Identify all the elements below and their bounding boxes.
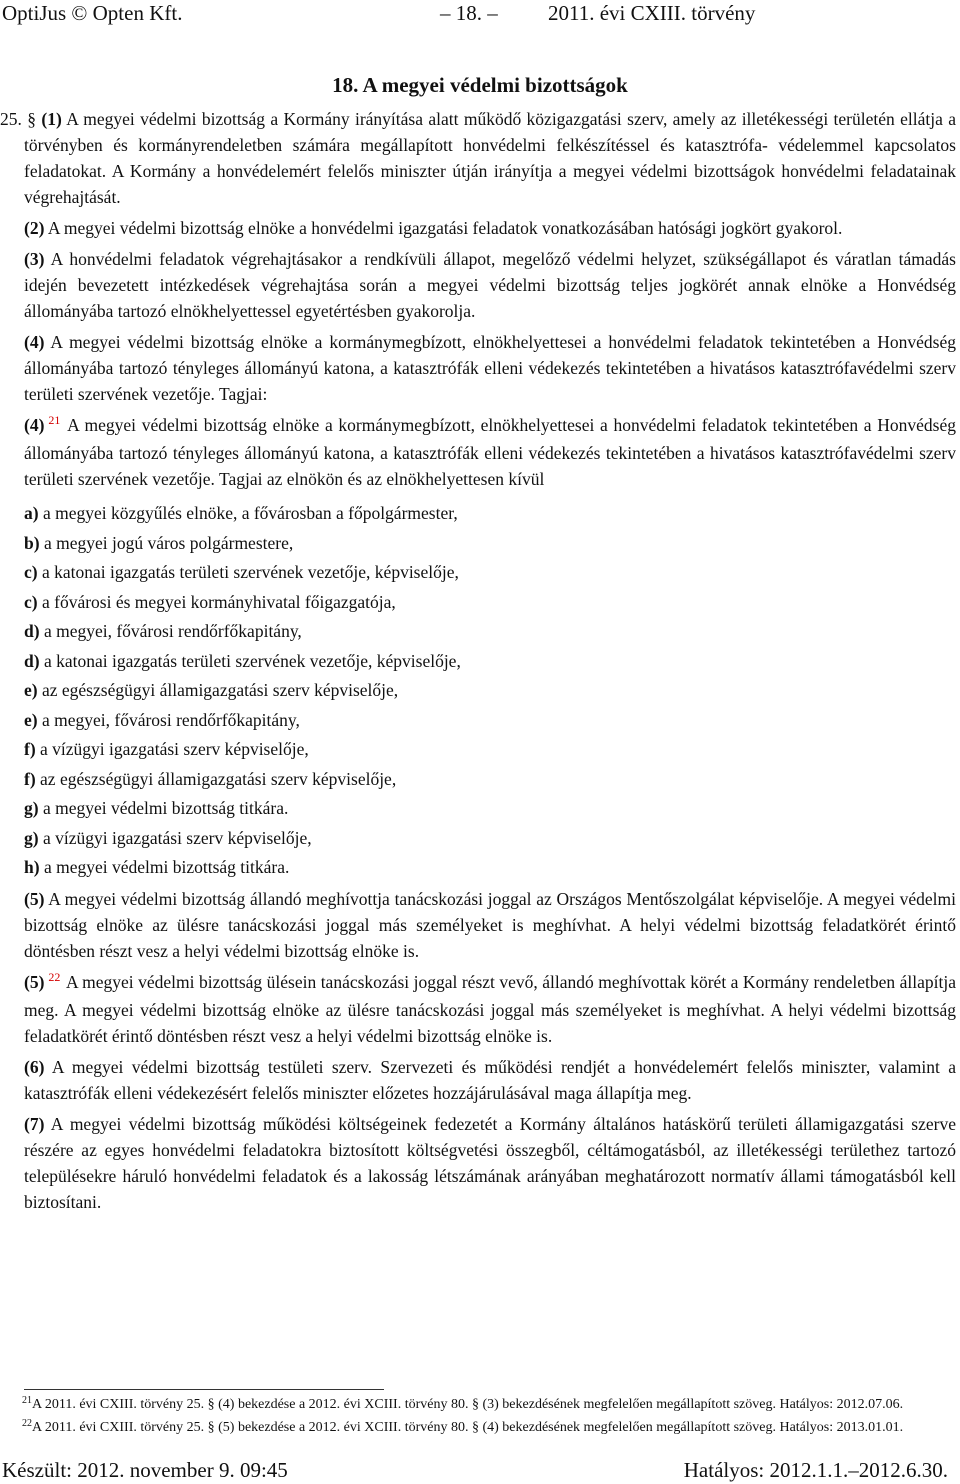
- paragraph-5-amended: [24, 969, 956, 1049]
- paragraph-number: (2): [24, 218, 45, 238]
- paragraph-3: [24, 246, 956, 324]
- footnote-text: A 2011. évi CXIII. törvény 25. § (5) bekezdése a 2012. évi XCIII. törvény 80. § (4) bekezdésének megfelelően megállapított szöveg. Hatályos: 2013.01.01.: [32, 1420, 904, 1435]
- list-item: d) a megyei, fővárosi rendőrfőkapitány,: [24, 621, 302, 641]
- footnote: [4, 1418, 956, 1439]
- list-item: h) a megyei védelmi bizottság titkára.: [24, 857, 290, 877]
- paragraph-number: (5): [24, 889, 45, 909]
- paragraph-6: [24, 1054, 956, 1106]
- member-list: [24, 500, 956, 880]
- paragraph-number: (4): [24, 332, 45, 352]
- paragraph-text: A megyei védelmi bizottság állandó meghívottja tanácskozási joggal az Országos Mentőszolgálat képviselője. A megyei védelmi bizottság elnöke az ülésre tanácskozási joggal más személyeket is meghívhat. A helyi védelmi bizottság feladatkörét érintő döntésben részt vesz a helyi védelmi bizottság elnöke is.: [24, 889, 956, 961]
- footnote-divider: [24, 1389, 384, 1390]
- document-body: [0, 106, 960, 1220]
- paragraph-number: (3): [24, 249, 45, 269]
- footnote-ref-link[interactable]: 22: [48, 970, 61, 984]
- footnote-ref-link[interactable]: 21: [48, 413, 61, 427]
- list-item: d) a katonai igazgatás területi szervének vezetője, képviselője,: [24, 650, 461, 671]
- paragraph-number: (7): [24, 1114, 45, 1134]
- list-item: e) az egészségügyi államigazgatási szerv képviselője,: [24, 680, 399, 700]
- footnote-number: 21: [22, 1395, 32, 1406]
- paragraph-text: A megyei védelmi bizottság elnöke a kormánymegbízott, elnökhelyettesei a honvédelmi feladatok tekintetében a Honvédség állományába tartozó tényleges állományú katona, a katasztrófák elleni védekezés tekintetében a hivatásos katasztrófavédelmi szerv területi szervének vezetője. Tagjai az elnökön és az elnökhelyettesen kívül: [24, 415, 956, 489]
- paragraph-number: (1): [41, 109, 62, 129]
- list-item: c) a katonai igazgatás területi szervének vezetője, képviselője,: [24, 562, 459, 582]
- validity-period: Hatályos: 2012.1.1.–2012.6.30.: [683, 1458, 948, 1482]
- law-reference: 2011. évi CXIII. törvény: [548, 1, 756, 25]
- paragraph-1: [0, 106, 957, 210]
- footnote: [4, 1395, 956, 1416]
- paragraph-text: A megyei védelmi bizottság a Kormány irányítása alatt működő közigazgatási szerv, amely az illetékességi területén ellátja a törvényben és kormányrendeletben számára megállapított honvédelmi felkészítéssel és katasztrófa- védelemmel kapcsolatos feladatokat. A Kormány a honvédelemért felelős miniszter útján irányítja a megyei védelmi bizottságok honvédelmi feladatainak végrehajtását.: [24, 109, 957, 207]
- created-date: Készült: 2012. november 9. 09:45: [2, 1458, 288, 1482]
- section-symbol: §: [27, 109, 36, 129]
- paragraph-2: [24, 215, 956, 241]
- list-item: f) az egészségügyi államigazgatási szerv képviselője,: [24, 768, 397, 789]
- list-item: e) a megyei, fővárosi rendőrfőkapitány,: [24, 709, 300, 730]
- paragraph-7: [24, 1111, 956, 1215]
- footnote-number: 22: [22, 1418, 32, 1429]
- paragraph-number: (5): [24, 972, 45, 992]
- footnote-text: A 2011. évi CXIII. törvény 25. § (4) bekezdése a 2012. évi XCIII. törvény 80. § (3) bekezdésének megfelelően megállapított szöveg. Hatályos: 2012.07.06.: [32, 1397, 904, 1412]
- list-item: f) a vízügyi igazgatási szerv képviselője,: [24, 739, 309, 759]
- footnotes: [0, 1395, 960, 1441]
- paragraph-number: (6): [24, 1057, 45, 1077]
- paragraph-text: A megyei védelmi bizottság elnöke a honvédelmi igazgatási feladatok vonatkozásában hatósági jogkört gyakorol.: [47, 218, 843, 238]
- list-item: g) a vízügyi igazgatási szerv képviselője,: [24, 827, 312, 848]
- paragraph-text: A megyei védelmi bizottság ülésein tanácskozási joggal részt vevő, állandó meghívottak körét a Kormány rendeletben állapítja meg. A megyei védelmi bizottság elnöke az ülésre tanácskozási joggal más személyeket is meghívhat. A helyi védelmi bizottság feladatkörét érintő döntésben részt vesz a helyi védelmi bizottság elnöke is.: [24, 972, 956, 1046]
- publisher-label: OptiJus © Opten Kft.: [2, 1, 183, 25]
- paragraph-text: A honvédelmi feladatok végrehajtásakor a rendkívüli állapot, megelőző védelmi helyzet, szükségállapot és váratlan támadás idején bevezetett intézkedések végrehajtása során a megyei védelmi bizottság teljes jogkörét annak elnöke a Honvédség állományába tartozó elnökhelyettessel egyetértésben gyakorolja.: [24, 249, 956, 321]
- paragraph-text: A megyei védelmi bizottság testületi szerv. Szervezeti és működési rendjét a honvédelemért felelős miniszter, valamint a katasztrófák elleni védekezésért felelős miniszter előzetes hozzájárulásával maga állapítja meg.: [24, 1057, 956, 1103]
- list-item: a) a megyei közgyűlés elnöke, a fővárosban a főpolgármester,: [24, 503, 458, 523]
- paragraph-4-amended: [24, 412, 956, 492]
- page-header: [0, 0, 960, 28]
- section-title: 18. A megyei védelmi bizottságok: [332, 73, 628, 97]
- list-item: g) a megyei védelmi bizottság titkára.: [24, 798, 289, 818]
- paragraph-4: [24, 329, 956, 407]
- page-footer: [0, 1457, 960, 1484]
- paragraph-text: A megyei védelmi bizottság működési költségeinek fedezetét a Kormány általános hatáskörű területi államigazgatási szerve részére az egyes honvédelmi feladatokra biztosított költségvetési összegből, céltámogatásból, az illetékességi területhez tartozó településekre háruló honvédelmi feladatok és a lakosság létszámának arányában meghatározott normatív állami támogatásból kell biztosítani.: [24, 1114, 956, 1212]
- section-number: 25.: [0, 109, 22, 129]
- paragraph-text: A megyei védelmi bizottság elnöke a kormánymegbízott, elnökhelyettesei a honvédelmi feladatok tekintetében a Honvédség állományába tartozó tényleges állományú katona, a katasztrófák elleni védekezés tekintetében a hivatásos katasztrófavédelmi szerv területi szervének vezetője. Tagjai:: [24, 332, 956, 404]
- list-item: c) a fővárosi és megyei kormányhivatal főigazgatója,: [24, 591, 396, 612]
- paragraph-5: [24, 886, 956, 964]
- list-item: b) a megyei jogú város polgármestere,: [24, 532, 294, 553]
- paragraph-number: (4): [24, 415, 45, 435]
- page-number: – 18. –: [440, 1, 498, 25]
